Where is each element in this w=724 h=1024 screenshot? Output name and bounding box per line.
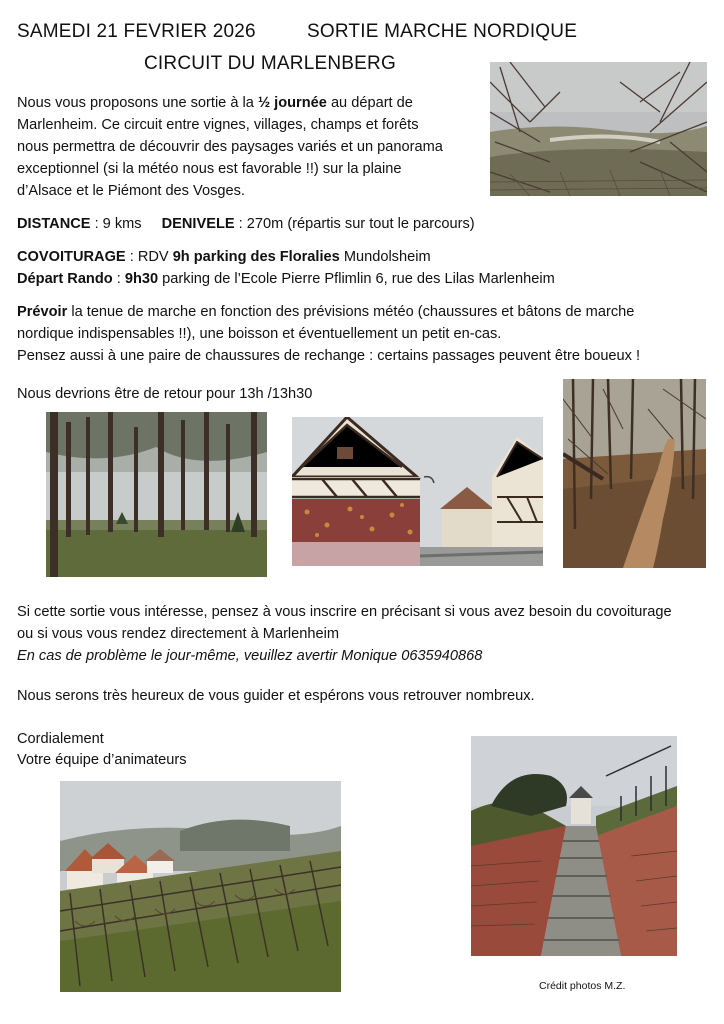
event-heading: SORTIE MARCHE NORDIQUE xyxy=(307,21,578,42)
stone-stairs-photo xyxy=(471,736,677,956)
equipment-line: nordique indispensables !!), une boisson et éventuellement un petit en-cas. xyxy=(17,326,502,342)
intro-text-end: au départ de xyxy=(326,95,413,111)
registration-line: ou si vous vous rendez directement à Marlenheim xyxy=(17,626,340,642)
half-timbered-house-photo xyxy=(292,417,543,566)
registration-line: Si cette sortie vous intéresse, pensez à vous inscrire en précisant si vous avez besoin du covoiturage xyxy=(17,604,672,620)
elevation-label: DENIVELE xyxy=(161,216,235,232)
stats-line xyxy=(17,213,475,235)
intro-line: d’Alsace et le Piémont des Vosges. xyxy=(17,183,245,199)
carpool-text: : RDV xyxy=(125,249,173,265)
carpool-meeting: 9h parking des Floralies xyxy=(172,249,340,265)
forest-path-photo xyxy=(563,379,706,568)
pine-forest-photo xyxy=(46,412,267,577)
equipment-paragraph xyxy=(17,301,707,367)
vineyard-panorama-photo xyxy=(490,62,707,196)
circuit-heading: CIRCUIT DU MARLENBERG xyxy=(144,53,396,74)
carpool-label: COVOITURAGE xyxy=(17,249,126,265)
welcome-text: Nous serons très heureux de vous guider et espérons vous retrouver nombreux. xyxy=(17,688,535,704)
intro-line: nous permettra de découvrir des paysages variés et un panorama xyxy=(17,139,443,155)
intro-line: exceptionnel (si la météo nous est favorable !!) sur la plaine xyxy=(17,161,402,177)
start-location: parking de l’Ecole Pierre Pflimlin 6, rue des Lilas Marlenheim xyxy=(158,271,555,287)
contact-line: En cas de problème le jour-même, veuillez avertir Monique 0635940868 xyxy=(17,648,483,664)
intro-line: Marlenheim. Ce circuit entre vignes, villages, champs et forêts xyxy=(17,117,419,133)
elevation-value: : 270m (répartis sur tout le parcours) xyxy=(234,216,475,232)
equipment-line: Pensez aussi à une paire de chaussures de rechange : certains passages peuvent être boueux ! xyxy=(17,348,641,364)
intro-text: Nous vous proposons une sortie à la xyxy=(17,95,258,111)
foggy-vineyard-village-photo xyxy=(60,781,341,992)
return-time: Nous devrions être de retour pour 13h /13h30 xyxy=(17,386,313,402)
carpool-line xyxy=(17,246,431,268)
equipment-line: la tenue de marche en fonction des prévisions météo (chaussures et bâtons de marche xyxy=(67,304,635,320)
start-text: : xyxy=(112,271,125,287)
distance-label: DISTANCE xyxy=(17,216,91,232)
carpool-town: Mundolsheim xyxy=(339,249,431,265)
photo-credit: Crédit photos M.Z. xyxy=(539,980,626,992)
date-heading: SAMEDI 21 FEVRIER 2026 xyxy=(17,21,256,42)
intro-half-day: ½ journée xyxy=(257,95,327,111)
intro-paragraph xyxy=(17,92,487,202)
start-line xyxy=(17,268,555,290)
regards-text: Cordialement xyxy=(17,731,104,747)
distance-value: : 9 kms xyxy=(90,216,142,232)
equipment-label: Prévoir xyxy=(17,304,68,320)
start-label: Départ Rando xyxy=(17,271,113,287)
start-time: 9h30 xyxy=(124,271,159,287)
team-signature: Votre équipe d’animateurs xyxy=(17,752,187,768)
registration-paragraph xyxy=(17,601,717,667)
